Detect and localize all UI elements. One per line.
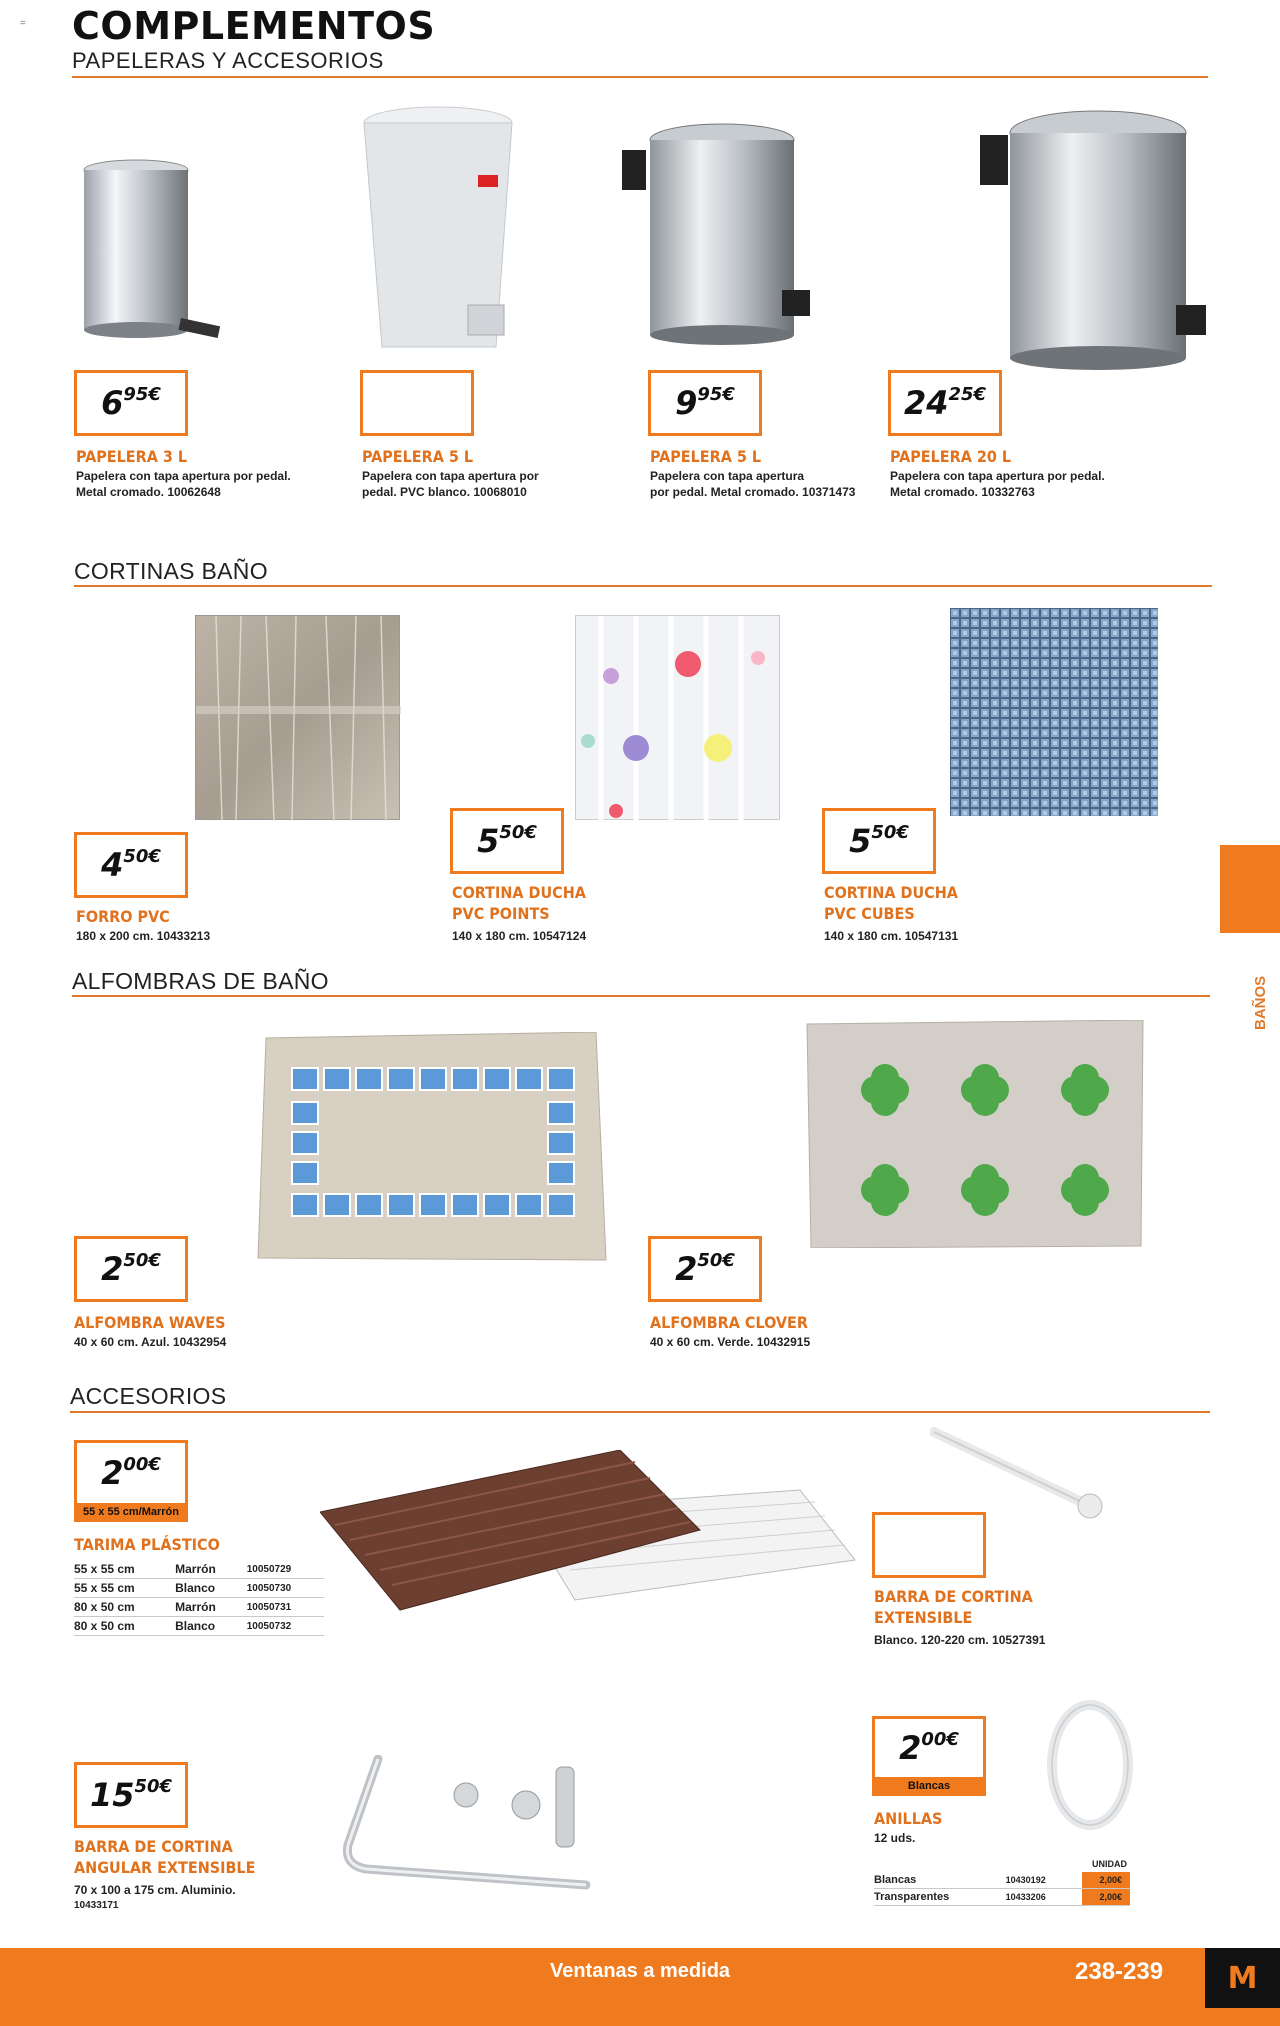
table-row: Blancas 10430192 2,00€	[874, 1872, 1130, 1889]
price-cortina-cubes: $5^{50€}$	[822, 808, 936, 874]
price-cortina-points: $5^{50€}$	[450, 808, 564, 874]
product-desc: Papelera con tapa apertura por pedal.	[76, 469, 291, 483]
product-desc: Papelera con tapa apertura por pedal.	[890, 469, 1105, 483]
header-rule	[72, 76, 1208, 78]
anillas-image	[1040, 1680, 1140, 1840]
price-papelera-3l: $6^{95€}$	[74, 370, 188, 436]
product-desc: por pedal. Metal cromado. 10371473	[650, 485, 856, 499]
price-strip: Blancas	[872, 1780, 986, 1796]
footer-link[interactable]: Ventanas a medida	[549, 1960, 731, 1982]
product-desc: 40 x 60 cm. Azul. 10432954	[74, 1335, 227, 1349]
alfombra-clover-image	[805, 1020, 1145, 1248]
product-name: PAPELERA 5 L	[362, 447, 474, 466]
section-title-accesorios: ACCESORIOS	[70, 1383, 227, 1409]
anillas-spec-table	[874, 1872, 1130, 1906]
papelera-5l-pvc-image	[358, 105, 518, 360]
page-subtitle: PAPELERAS Y ACCESORIOS	[72, 48, 384, 73]
side-tab	[1220, 845, 1280, 933]
table-row: 80 x 50 cm Marrón 10050731	[74, 1598, 324, 1617]
product-desc: pedal. PVC blanco. 10068010	[362, 485, 527, 499]
tarima-spec-table	[74, 1560, 324, 1636]
cortina-cubes-image	[950, 608, 1158, 816]
tarima-image	[320, 1450, 860, 1650]
product-desc: Metal cromado. 10062648	[76, 485, 221, 499]
table-row: Transparentes 10433206 2,00€	[874, 1889, 1130, 1906]
price-alfombra-clover: $2^{50€}$	[648, 1236, 762, 1302]
product-desc: 40 x 60 cm. Verde. 10432915	[650, 1335, 811, 1349]
price-forro-pvc: $4^{50€}$	[74, 832, 188, 898]
price-barra-angular: $15^{50€}$	[74, 1762, 188, 1828]
product-desc: 180 x 200 cm. 10433213	[76, 929, 211, 943]
corner-mark: =	[20, 18, 26, 29]
section-title-alfombras: ALFOMBRAS DE BAÑO	[72, 968, 329, 994]
product-desc: Papelera con tapa apertura por	[362, 469, 539, 483]
product-desc: 140 x 180 cm. 10547131	[824, 929, 959, 943]
product-desc: 10433171	[74, 1900, 119, 1911]
product-name: BARRA DE CORTINA	[874, 1587, 1033, 1606]
product-name: ANGULAR EXTENSIBLE	[74, 1858, 256, 1877]
price-tarima: $2^{00€}$	[74, 1440, 188, 1506]
price-barra-extensible	[872, 1512, 986, 1578]
unit-header: UNIDAD	[1092, 1859, 1127, 1869]
papelera-5l-metal-image	[622, 120, 812, 360]
product-name: BARRA DE CORTINA	[74, 1837, 233, 1856]
alfombra-waves-image	[256, 1032, 608, 1264]
page-numbers: 238-239	[1075, 1958, 1164, 1985]
product-name: PVC CUBES	[824, 904, 915, 923]
brand-logo-icon: M	[1205, 1948, 1280, 2008]
barra-angular-image	[336, 1755, 596, 1905]
product-name: ANILLAS	[874, 1809, 943, 1828]
section-rule	[72, 995, 1210, 997]
side-tab-label: BAÑOS	[1252, 975, 1269, 1030]
price-papelera-5l-metal: $9^{95€}$	[648, 370, 762, 436]
table-row: 55 x 55 cm Marrón 10050729	[74, 1560, 324, 1579]
product-desc: Papelera con tapa apertura	[650, 469, 805, 483]
barra-extensible-image	[930, 1426, 1110, 1526]
section-title-cortinas: CORTINAS BAÑO	[74, 558, 268, 584]
forro-pvc-image	[195, 615, 400, 820]
product-name: CORTINA DUCHA	[452, 883, 586, 902]
price-strip: 55 x 55 cm/Marrón	[74, 1506, 188, 1522]
product-name: EXTENSIBLE	[874, 1608, 973, 1627]
product-name: PAPELERA 3 L	[76, 447, 188, 466]
product-name: PAPELERA 20 L	[890, 447, 1012, 466]
cortina-points-image	[575, 615, 780, 820]
papelera-3l-image	[76, 158, 226, 358]
price-anillas: $2^{00€}$	[872, 1716, 986, 1780]
product-name: PAPELERA 5 L	[650, 447, 762, 466]
table-row: 80 x 50 cm Blanco 10050732	[74, 1617, 324, 1636]
product-desc: Metal cromado. 10332763	[890, 485, 1035, 499]
product-name: TARIMA PLÁSTICO	[74, 1535, 220, 1554]
page-title: COMPLEMENTOS	[72, 4, 436, 48]
price-alfombra-waves: $2^{50€}$	[74, 1236, 188, 1302]
product-desc: Blanco. 120-220 cm. 10527391	[874, 1633, 1046, 1647]
product-name: FORRO PVC	[76, 907, 170, 926]
papelera-20l-image	[980, 105, 1210, 385]
price-papelera-5l-pvc	[360, 370, 474, 436]
section-rule	[70, 1411, 1210, 1413]
product-name: ALFOMBRA CLOVER	[650, 1313, 808, 1332]
product-name: ALFOMBRA WAVES	[74, 1313, 226, 1332]
product-desc: 140 x 180 cm. 10547124	[452, 929, 587, 943]
product-name: PVC POINTS	[452, 904, 550, 923]
product-name: CORTINA DUCHA	[824, 883, 958, 902]
table-row: 55 x 55 cm Blanco 10050730	[74, 1579, 324, 1598]
product-desc: 70 x 100 a 175 cm. Aluminio.	[74, 1883, 236, 1897]
section-rule	[74, 585, 1212, 587]
price-papelera-20l: $24^{25€}$	[888, 370, 1002, 436]
product-desc: 12 uds.	[874, 1831, 916, 1845]
